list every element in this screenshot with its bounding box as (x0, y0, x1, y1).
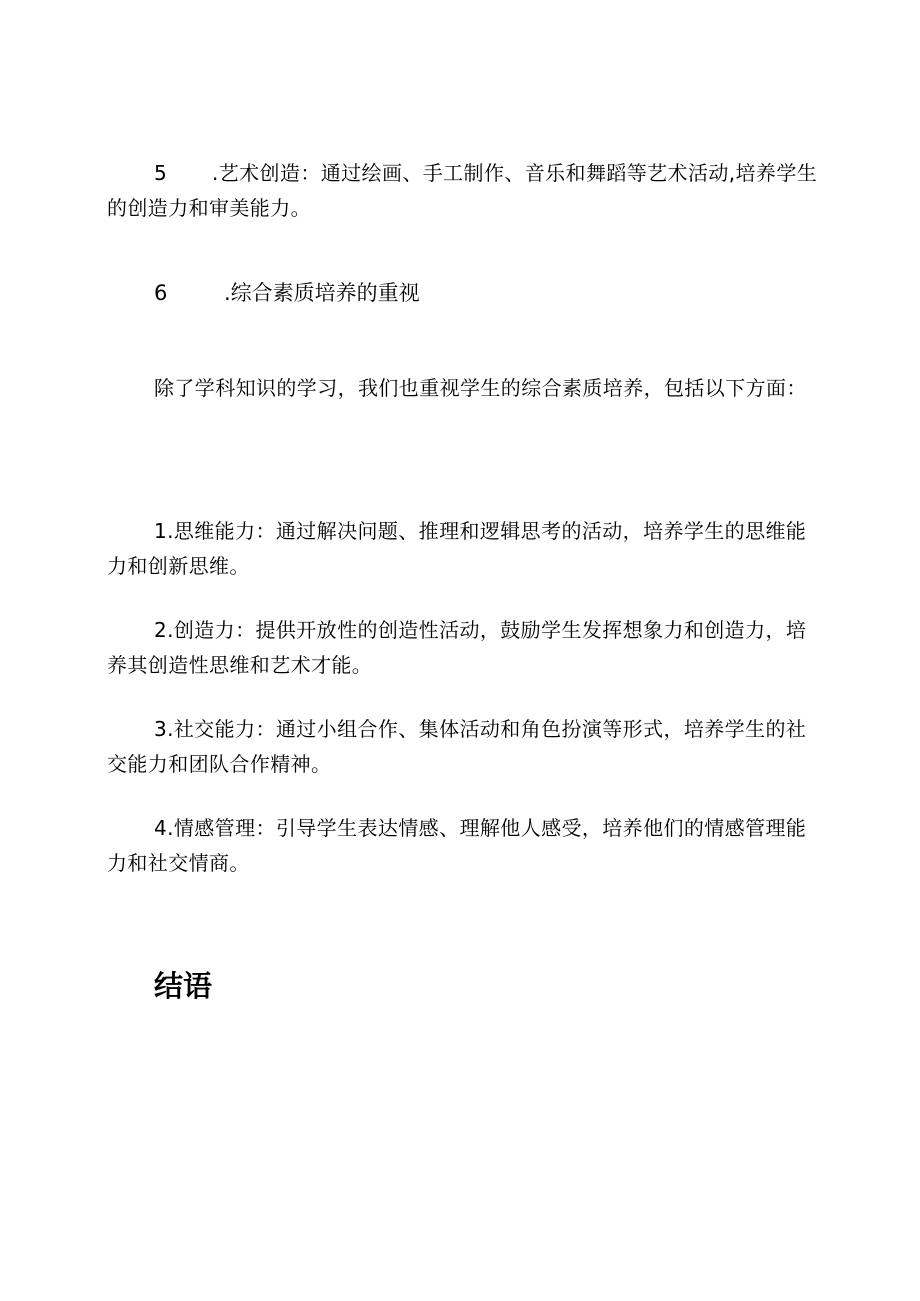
list-item-4-number: 4 (154, 816, 168, 840)
item-5-number: 5 (154, 161, 168, 185)
list-item-4 (107, 811, 819, 881)
list-item-3-text: .社交能力：通过小组合作、集体活动和角色扮演等形式，培养学生的社交能力和团队合作精神。 (107, 717, 807, 776)
list-item-3-number: 3 (154, 717, 168, 741)
list-item-1-text: .思维能力：通过解决问题、推理和逻辑思考的活动，培养学生的思维能力和创新思维。 (107, 519, 807, 578)
conclusion-heading: 结语 (154, 969, 213, 1003)
list-item-1 (107, 514, 819, 584)
intro-paragraph: 除了学科知识的学习，我们也重视学生的综合素质培养，包括以下方面： (154, 376, 807, 400)
item-5-text: .艺术创造：通过绘画、手工制作、音乐和舞蹈等艺术活动,培养学生的创造力和审美能力。 (107, 161, 818, 220)
section-6-heading (154, 276, 420, 310)
list-item-2-text: .创造力：提供开放性的创造性活动，鼓励学生发挥想象力和创造力，培养其创造性思维和艺术才能。 (107, 618, 807, 677)
section-6-title: .综合素质培养的重视 (224, 281, 420, 305)
list-item-3 (107, 712, 819, 782)
list-item-2 (107, 613, 819, 683)
list-item-1-number: 1 (154, 519, 168, 543)
section-6-number: 6 (154, 281, 168, 305)
item-5-paragraph (107, 156, 819, 226)
list-item-4-text: .情感管理：引导学生表达情感、理解他人感受，培养他们的情感管理能力和社交情商。 (107, 816, 807, 875)
list-item-2-number: 2 (154, 618, 168, 642)
